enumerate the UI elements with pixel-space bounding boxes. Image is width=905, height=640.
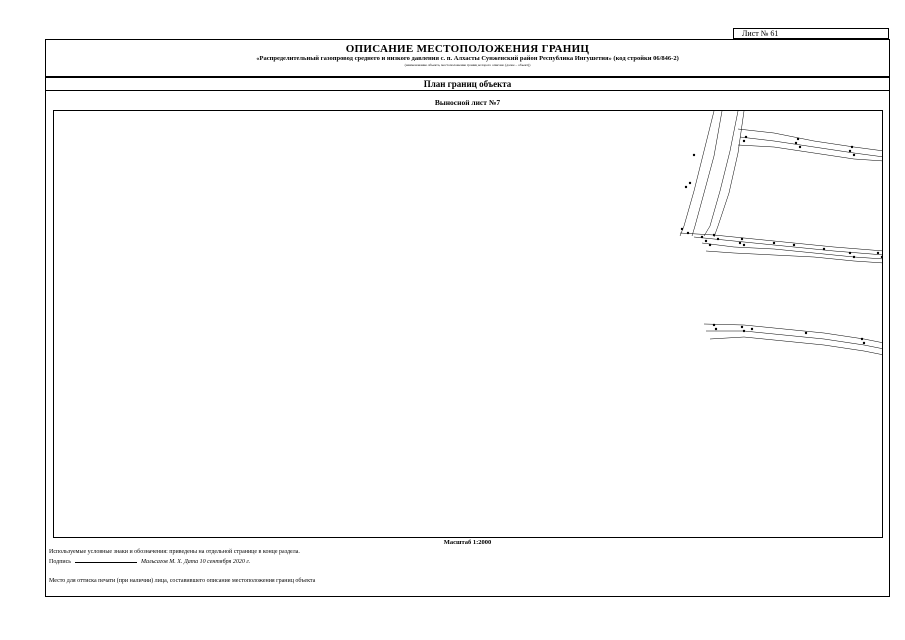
object-name: «Распределительный газопровод среднего и низкого давления с. п. Алхасты Сунженский район Республика Ингушетия» (код стройки 06/846-2): [256, 55, 679, 62]
document-frame: [45, 39, 890, 597]
corridor-lower: [704, 324, 883, 355]
map-scale: Масштаб 1:2000: [443, 539, 492, 546]
date-label: Дата: [183, 559, 199, 565]
signature-label: Подпись: [49, 559, 72, 565]
signature-date: 10 сентября 2020 г.: [199, 559, 251, 565]
signature-line: [49, 557, 250, 566]
object-name-caption: (наименование объекта, местоположение границ которого описано (далее – объект)): [404, 63, 531, 67]
title-block: [46, 40, 889, 77]
signature-blank: [75, 557, 137, 563]
stamp-note: Место для оттиска печати (при наличии) лица, составившего описание местоположения границ объекта: [49, 578, 316, 584]
boundary-drawing: [54, 111, 883, 538]
plan-heading: План границ объекта: [46, 77, 889, 91]
signatory-name: Мальсагов М. Х.: [141, 559, 183, 565]
sheet-number: Лист № 61: [733, 28, 889, 39]
legend-note: Используемые условные знаки и обозначения: приведены на отдельной странице в конце раздела.: [49, 549, 300, 555]
corridor-upper: [738, 129, 883, 161]
boundary-plan-map: [53, 110, 883, 538]
sheet-name: Выносной лист №7: [434, 98, 501, 107]
corridor-middle: [680, 233, 883, 263]
corridor-vertical: [680, 111, 744, 237]
document-title: ОПИСАНИЕ МЕСТОПОЛОЖЕНИЯ ГРАНИЦ: [345, 43, 590, 55]
